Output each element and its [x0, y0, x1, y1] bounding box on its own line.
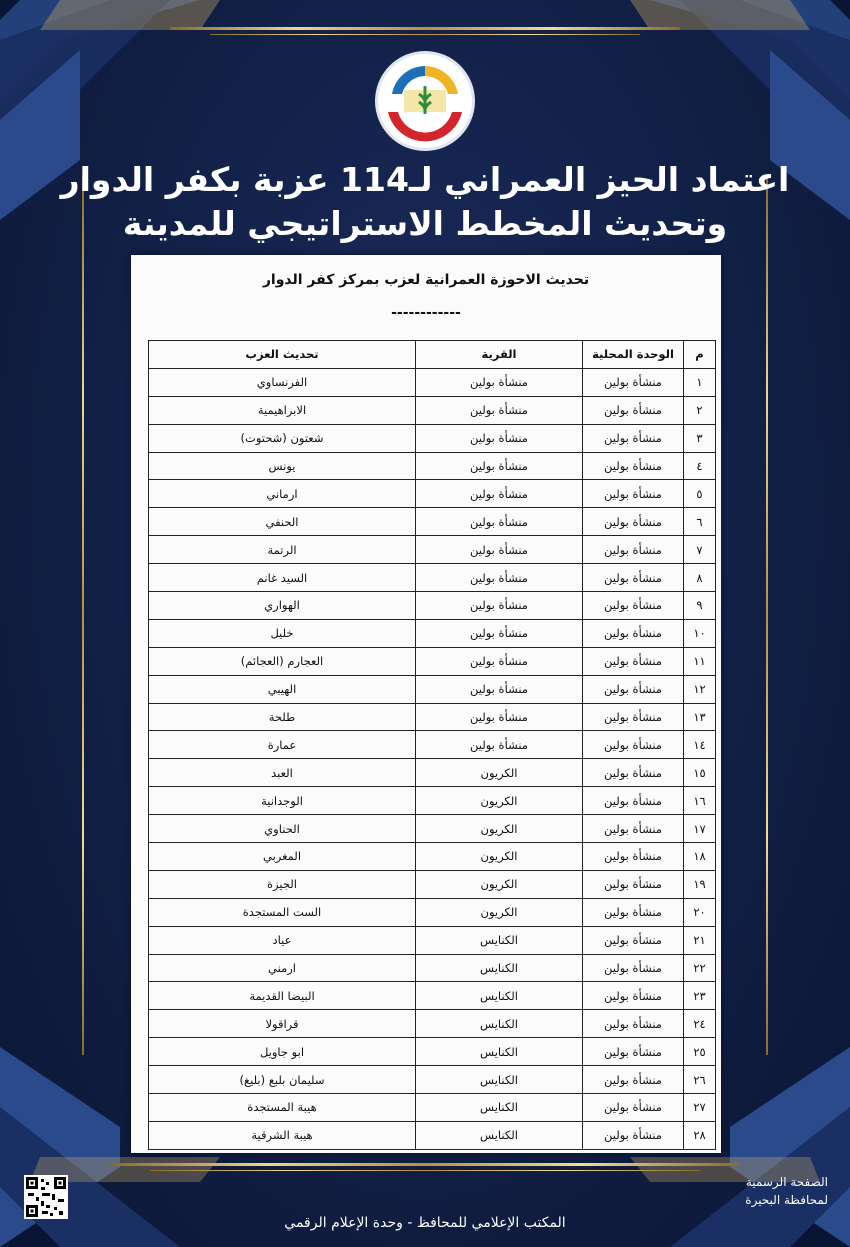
page-title-line1: اعتماد الحيز العمراني لـ114 عزبة بكفر الدوار — [60, 160, 790, 199]
row-village: منشأة بولين — [416, 368, 583, 396]
table-row — [149, 898, 716, 926]
row-number: ١٥ — [684, 759, 716, 787]
table-row — [149, 759, 716, 787]
table-row — [149, 536, 716, 564]
row-hamlet: عمارة — [149, 731, 416, 759]
row-village: الكنايس — [416, 1010, 583, 1038]
table-row — [149, 619, 716, 647]
row-hamlet: ارماني — [149, 480, 416, 508]
row-local-unit: منشأة بولين — [583, 759, 684, 787]
row-number: ٢١ — [684, 926, 716, 954]
row-number: ٢٢ — [684, 954, 716, 982]
row-village: منشأة بولين — [416, 703, 583, 731]
gold-frame-bottom-inner — [150, 1170, 700, 1171]
row-local-unit: منشأة بولين — [583, 982, 684, 1010]
row-number: ١٨ — [684, 843, 716, 871]
row-hamlet: ابو جاويل — [149, 1038, 416, 1066]
row-hamlet: الهواري — [149, 592, 416, 620]
table-row — [149, 870, 716, 898]
row-local-unit: منشأة بولين — [583, 731, 684, 759]
row-local-unit: منشأة بولين — [583, 898, 684, 926]
row-number: ٢٥ — [684, 1038, 716, 1066]
qr-code-icon — [26, 1177, 66, 1217]
row-number: ١١ — [684, 647, 716, 675]
table-row — [149, 452, 716, 480]
row-local-unit: منشأة بولين — [583, 1094, 684, 1122]
row-number: ٢٨ — [684, 1121, 716, 1149]
qr-code — [24, 1175, 68, 1219]
row-number: ٥ — [684, 480, 716, 508]
table-row — [149, 1094, 716, 1122]
column-header-village: القرية — [416, 341, 583, 369]
row-number: ٢٧ — [684, 1094, 716, 1122]
row-hamlet: عياد — [149, 926, 416, 954]
row-village: منشأة بولين — [416, 536, 583, 564]
table-row — [149, 982, 716, 1010]
governorate-logo — [378, 54, 472, 148]
row-village: الكريون — [416, 870, 583, 898]
gold-frame-left — [82, 175, 84, 1055]
table-row — [149, 675, 716, 703]
row-number: ١٢ — [684, 675, 716, 703]
table-row — [149, 564, 716, 592]
row-village: الكنايس — [416, 1094, 583, 1122]
row-number: ١٦ — [684, 787, 716, 815]
document-subtitle: تحديث الاحوزة العمرانية لعزب بمركز كفر الدوار — [262, 272, 590, 288]
row-number: ٦ — [684, 508, 716, 536]
row-village: منشأة بولين — [416, 647, 583, 675]
table-row — [149, 480, 716, 508]
table-row — [149, 843, 716, 871]
row-village: منشأة بولين — [416, 452, 583, 480]
row-village: منشأة بولين — [416, 619, 583, 647]
row-number: ٩ — [684, 592, 716, 620]
row-village: الكنايس — [416, 982, 583, 1010]
row-hamlet: العجارم (العجائم) — [149, 647, 416, 675]
table-row — [149, 592, 716, 620]
row-local-unit: منشأة بولين — [583, 703, 684, 731]
row-hamlet: قراقولا — [149, 1010, 416, 1038]
row-local-unit: منشأة بولين — [583, 508, 684, 536]
row-local-unit: منشأة بولين — [583, 787, 684, 815]
table-header-row — [149, 341, 716, 369]
row-local-unit: منشأة بولين — [583, 926, 684, 954]
row-hamlet: الابراهيمية — [149, 396, 416, 424]
table-row — [149, 926, 716, 954]
official-page-line2: لمحافظة البحيرة — [745, 1193, 828, 1207]
table-row — [149, 1038, 716, 1066]
column-header-number: م — [684, 341, 716, 369]
row-hamlet: الفرنساوي — [149, 368, 416, 396]
row-hamlet: الست المستجدة — [149, 898, 416, 926]
row-local-unit: منشأة بولين — [583, 815, 684, 843]
table-row — [149, 703, 716, 731]
row-local-unit: منشأة بولين — [583, 424, 684, 452]
table-row — [149, 368, 716, 396]
row-village: الكريون — [416, 759, 583, 787]
row-hamlet: المغربي — [149, 843, 416, 871]
row-village: الكريون — [416, 815, 583, 843]
row-hamlet: سليمان بلبع (بليغ) — [149, 1066, 416, 1094]
table-row — [149, 396, 716, 424]
gold-frame-top — [170, 27, 680, 30]
row-number: ١ — [684, 368, 716, 396]
row-village: الكنايس — [416, 954, 583, 982]
row-hamlet: الجيزة — [149, 870, 416, 898]
row-number: ٤ — [684, 452, 716, 480]
row-hamlet: الحناوي — [149, 815, 416, 843]
row-hamlet: هيبة الشرقية — [149, 1121, 416, 1149]
table-row — [149, 1066, 716, 1094]
row-village: الكريون — [416, 787, 583, 815]
row-village: الكريون — [416, 898, 583, 926]
row-local-unit: منشأة بولين — [583, 536, 684, 564]
row-village: الكنايس — [416, 926, 583, 954]
row-number: ١٧ — [684, 815, 716, 843]
table-row — [149, 424, 716, 452]
row-local-unit: منشأة بولين — [583, 954, 684, 982]
column-header-local-unit: الوحدة المحلية — [583, 341, 684, 369]
media-office-credit: المكتب الإعلامي للمحافظ - وحدة الإعلام الرقمي — [284, 1215, 566, 1231]
row-number: ١٩ — [684, 870, 716, 898]
row-local-unit: منشأة بولين — [583, 1010, 684, 1038]
row-local-unit: منشأة بولين — [583, 592, 684, 620]
document-separator: ------------ — [391, 305, 461, 321]
row-village: منشأة بولين — [416, 480, 583, 508]
document-sheet — [131, 255, 721, 1153]
row-local-unit: منشأة بولين — [583, 870, 684, 898]
table-row — [149, 1010, 716, 1038]
table-row — [149, 815, 716, 843]
row-number: ٢٦ — [684, 1066, 716, 1094]
row-hamlet: الهيبي — [149, 675, 416, 703]
row-hamlet: البيضا القديمة — [149, 982, 416, 1010]
row-hamlet: يونس — [149, 452, 416, 480]
row-hamlet: شعتون (شحتوت) — [149, 424, 416, 452]
row-local-unit: منشأة بولين — [583, 1121, 684, 1149]
table-row — [149, 647, 716, 675]
row-village: منشأة بولين — [416, 424, 583, 452]
row-hamlet: السيد غانم — [149, 564, 416, 592]
page-title-line2: وتحديث المخطط الاستراتيجي للمدينة — [122, 204, 728, 243]
row-hamlet: هيبة المستجدة — [149, 1094, 416, 1122]
table-row — [149, 787, 716, 815]
row-number: ٢٣ — [684, 982, 716, 1010]
column-header-hamlet: تحديث العزب — [149, 341, 416, 369]
row-village: منشأة بولين — [416, 731, 583, 759]
row-number: ٧ — [684, 536, 716, 564]
row-hamlet: العبد — [149, 759, 416, 787]
row-local-unit: منشأة بولين — [583, 452, 684, 480]
row-village: منشأة بولين — [416, 675, 583, 703]
row-local-unit: منشأة بولين — [583, 647, 684, 675]
row-local-unit: منشأة بولين — [583, 480, 684, 508]
row-village: الكنايس — [416, 1038, 583, 1066]
row-hamlet: الحنفي — [149, 508, 416, 536]
row-number: ٨ — [684, 564, 716, 592]
table-row — [149, 508, 716, 536]
official-page-line1: الصفحة الرسمية — [745, 1175, 828, 1189]
row-village: الكنايس — [416, 1121, 583, 1149]
row-number: ١٠ — [684, 619, 716, 647]
row-hamlet: الوجدانية — [149, 787, 416, 815]
table-row — [149, 954, 716, 982]
row-local-unit: منشأة بولين — [583, 368, 684, 396]
table-row — [149, 1121, 716, 1149]
row-number: ٣ — [684, 424, 716, 452]
row-hamlet: الرتمة — [149, 536, 416, 564]
row-hamlet: طلحة — [149, 703, 416, 731]
row-village: منشأة بولين — [416, 508, 583, 536]
gold-frame-bottom — [110, 1163, 740, 1166]
gold-frame-top-inner — [210, 34, 640, 35]
hamlets-table — [148, 340, 716, 1150]
row-hamlet: ارمني — [149, 954, 416, 982]
row-hamlet: خليل — [149, 619, 416, 647]
row-local-unit: منشأة بولين — [583, 396, 684, 424]
gold-frame-right — [766, 175, 768, 1055]
row-local-unit: منشأة بولين — [583, 1066, 684, 1094]
row-village: الكنايس — [416, 1066, 583, 1094]
row-local-unit: منشأة بولين — [583, 843, 684, 871]
row-number: ٢ — [684, 396, 716, 424]
row-local-unit: منشأة بولين — [583, 619, 684, 647]
row-village: منشأة بولين — [416, 564, 583, 592]
row-number: ١٣ — [684, 703, 716, 731]
row-local-unit: منشأة بولين — [583, 1038, 684, 1066]
row-village: منشأة بولين — [416, 592, 583, 620]
row-village: الكريون — [416, 843, 583, 871]
governorate-emblem-icon — [378, 54, 472, 148]
row-number: ١٤ — [684, 731, 716, 759]
row-local-unit: منشأة بولين — [583, 675, 684, 703]
table-row — [149, 731, 716, 759]
row-number: ٢٤ — [684, 1010, 716, 1038]
row-local-unit: منشأة بولين — [583, 564, 684, 592]
logo-text: البحيرة — [414, 124, 436, 132]
row-number: ٢٠ — [684, 898, 716, 926]
row-village: منشأة بولين — [416, 396, 583, 424]
